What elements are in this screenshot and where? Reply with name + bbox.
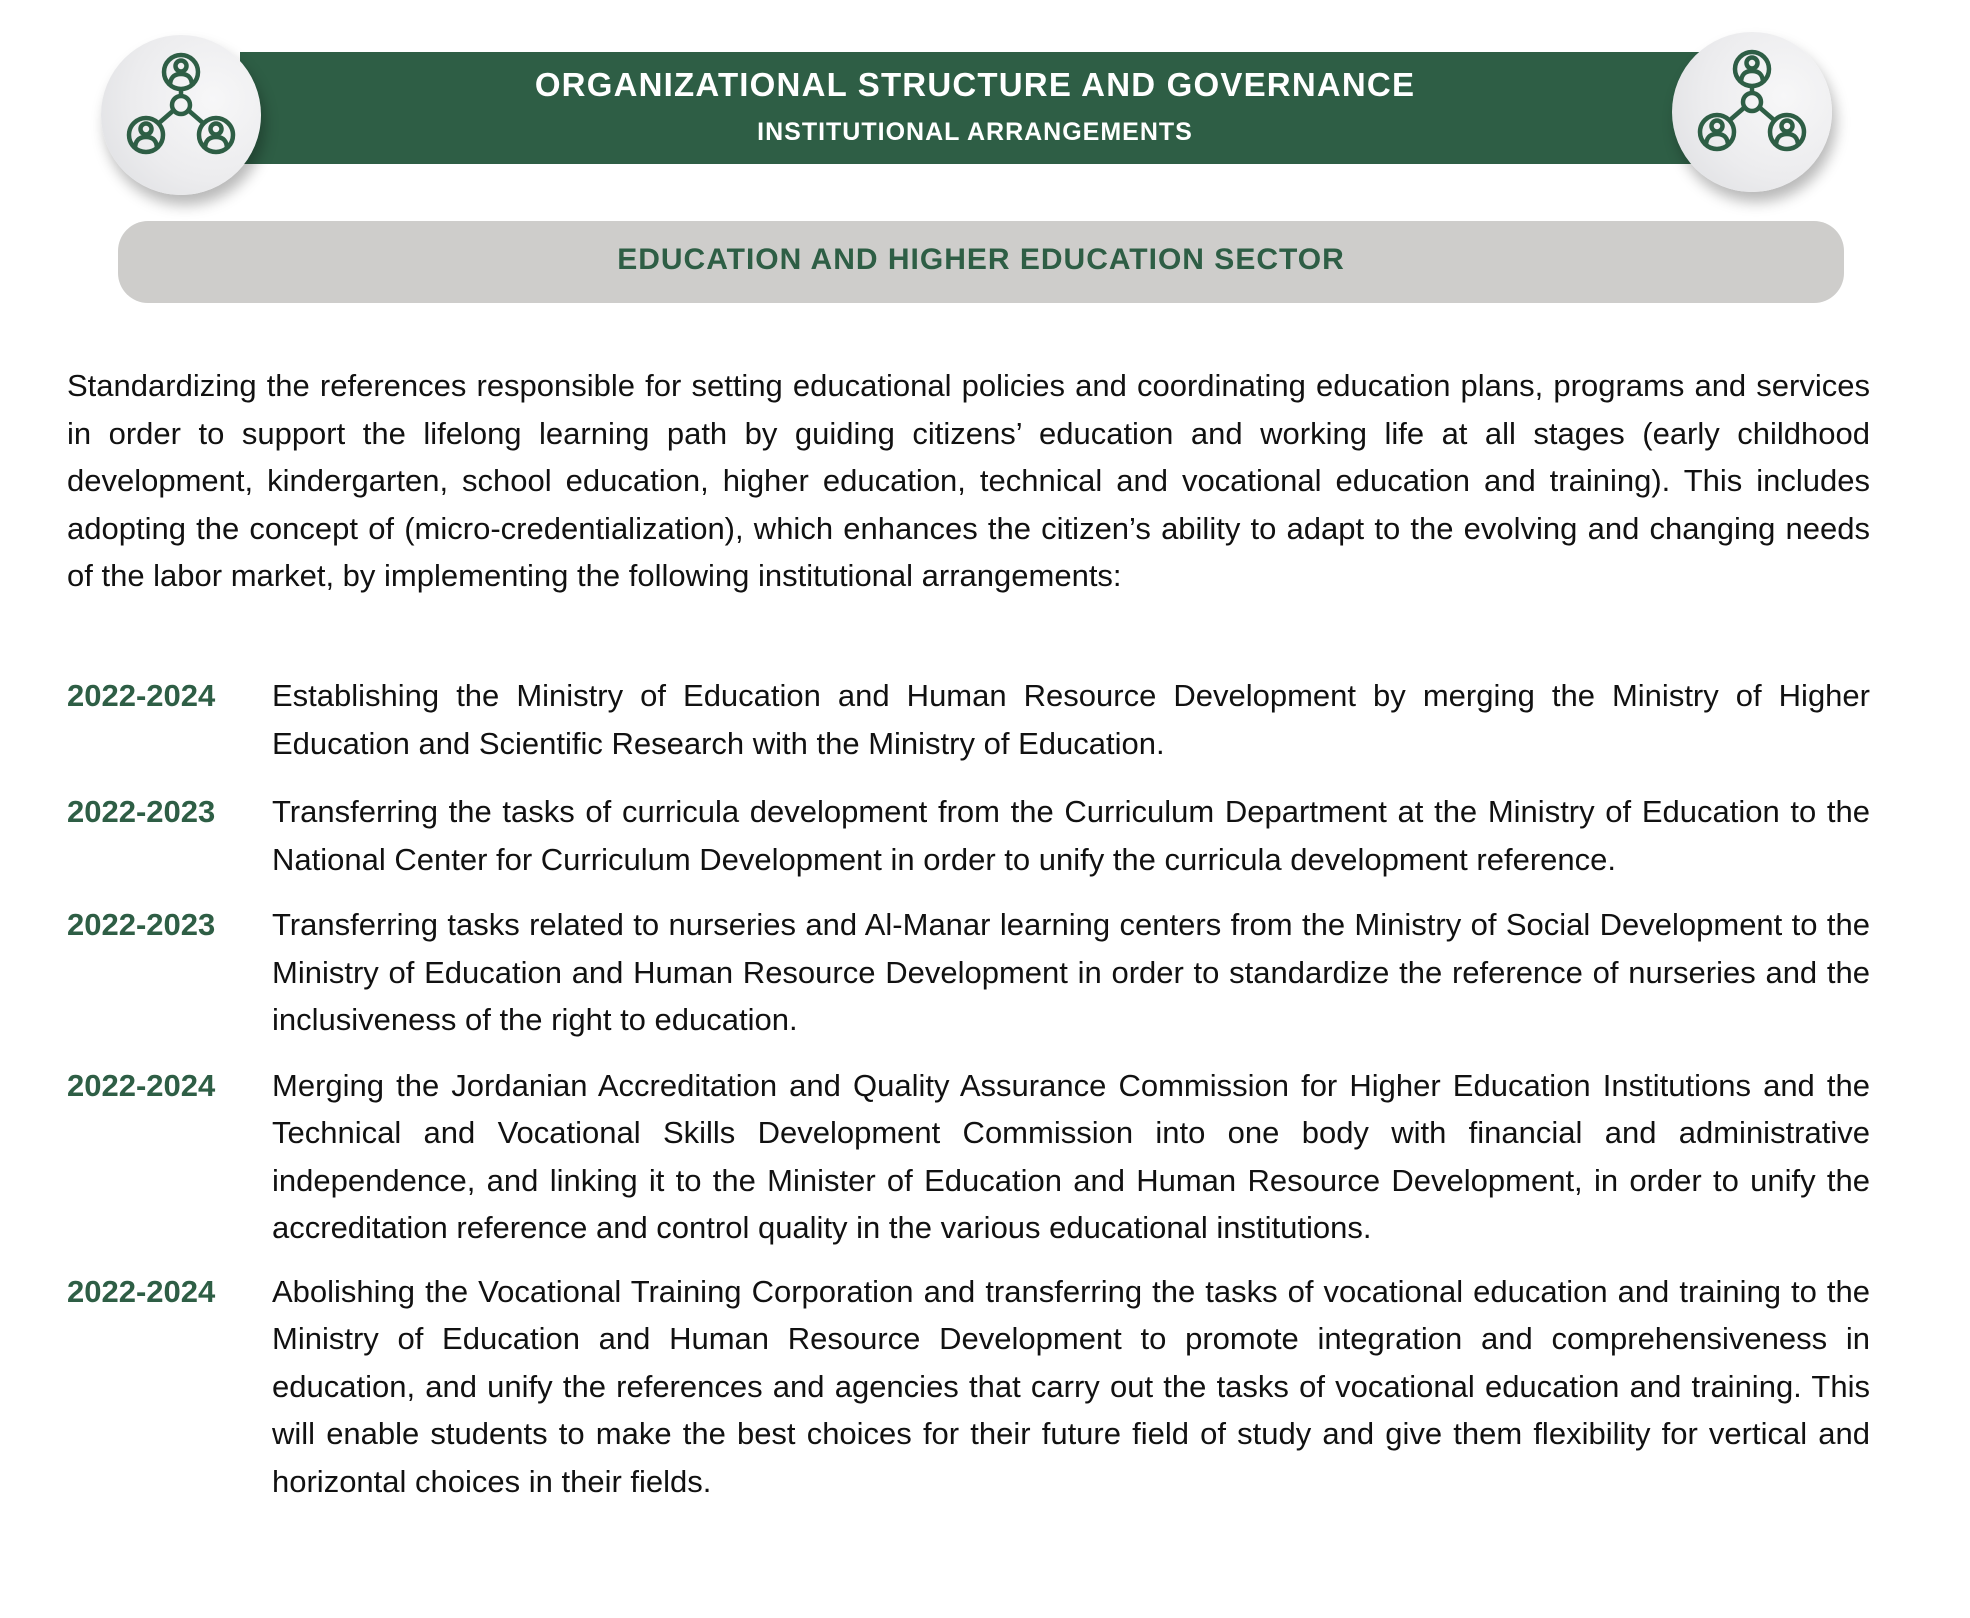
network-people-badge-right xyxy=(1672,32,1832,192)
item-years: 2022-2024 xyxy=(67,1273,216,1309)
arrangements-list xyxy=(67,672,1870,1505)
item-text: Establishing the Ministry of Education and Human Resource Development by merging the Ministry of Higher Education and Scientific Research with the Ministry of Education. xyxy=(272,678,1870,761)
list-item xyxy=(67,1268,1870,1506)
item-years: 2022-2024 xyxy=(67,1067,216,1103)
page-title: ORGANIZATIONAL STRUCTURE AND GOVERNANCE xyxy=(534,66,1416,103)
item-years: 2022-2023 xyxy=(67,907,216,942)
list-item xyxy=(67,788,1870,883)
network-people-icon xyxy=(101,35,261,195)
list-item xyxy=(67,672,1870,767)
item-text: Abolishing the Vocational Training Corporation and transferring the tasks of vocational education and training to the Ministry of Education and Human Resource Development to promote integration and comprehensiveness in education, and unify the references and agencies that carry out the tasks of vocational education and training. This will enable students to make the best choices for their future field of study and give them flexibility for vertical and horizontal choices in their fields. xyxy=(272,1273,1870,1499)
item-text: Merging the Jordanian Accreditation and Quality Assurance Commission for Higher Education Institutions and the Technical and Vocational Skills Development Commission into one body with financial and administrative independence, and linking it to the Minister of Education and Human Resource Development, in order to unify the accreditation reference and control quality in the various educational institutions. xyxy=(272,1067,1870,1245)
header-banner xyxy=(240,52,1710,164)
sector-title: EDUCATION AND HIGHER EDUCATION SECTOR xyxy=(617,243,1345,276)
item-text: Transferring the tasks of curricula development from the Curriculum Department at the Ministry of Education to the National Center for Curriculum Development in order to unify the curricula development reference. xyxy=(272,794,1870,877)
item-years: 2022-2023 xyxy=(67,794,216,829)
item-text: Transferring tasks related to nurseries and Al-Manar learning centers from the Ministry of Social Development to the Ministry of Education and Human Resource Development in order to standardize the reference of nurseries and the inclusiveness of the right to education. xyxy=(272,907,1870,1037)
page-subtitle: INSTITUTIONAL ARRANGEMENTS xyxy=(757,118,1193,146)
list-item xyxy=(67,1062,1870,1252)
sector-bar xyxy=(118,221,1844,303)
item-years: 2022-2024 xyxy=(67,678,216,713)
intro-paragraph: Standardizing the references responsible for setting educational policies and coordinating education plans, programs and services in order to support the lifelong learning path by guiding citizens’ education and working life at all stages (early childhood development, kindergarten, school education, higher education, technical and vocational education and training). This includes adopting the concept of (micro-credentialization), which enhances the citizen’s ability to adapt to the evolving and changing needs of the labor market, by implementing the following institutional arrangements: xyxy=(67,368,1870,593)
list-item xyxy=(67,901,1870,1044)
network-people-icon xyxy=(1672,32,1832,192)
network-people-badge-left xyxy=(101,35,261,195)
